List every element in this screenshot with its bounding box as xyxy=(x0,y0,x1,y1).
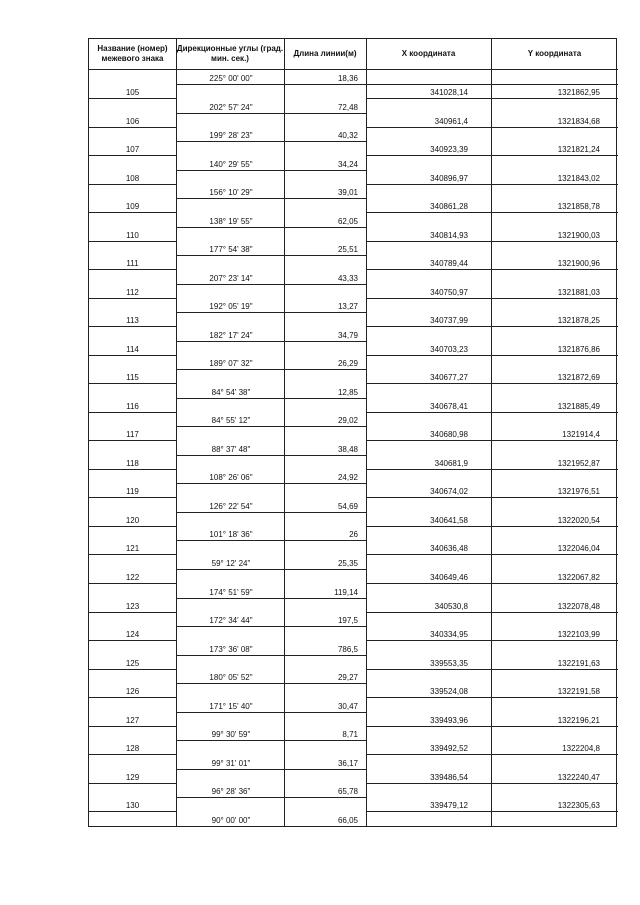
y-coordinate-cell: 1321900,03 xyxy=(557,230,600,240)
y-coordinate-cell: 1321878,25 xyxy=(557,316,600,326)
x-coordinate-cell: 340649,46 xyxy=(430,573,468,582)
line-length-cell: 39,01 xyxy=(337,188,358,198)
y-coordinate-cell: 1321914,4 xyxy=(562,430,600,440)
direction-angle-cell: 177° 54' 38" xyxy=(209,245,253,255)
direction-angle-cell: 202° 57' 24" xyxy=(209,102,253,112)
direction-angle-cell: 156° 10' 29" xyxy=(209,188,253,198)
point-name-cell: 105 xyxy=(125,88,140,97)
y-coordinate-cell: 1322204,8 xyxy=(562,744,600,754)
direction-angle-cell: 140° 29' 55" xyxy=(209,159,253,169)
direction-angle-cell: 59° 12' 24" xyxy=(211,559,251,568)
x-coordinate-cell: 340789,44 xyxy=(430,259,468,269)
line-length-cell: 62,05 xyxy=(337,216,358,226)
segment-row-divider xyxy=(176,284,366,285)
direction-angle-cell: 90° 00' 00" xyxy=(211,815,251,825)
segment-row-divider xyxy=(176,598,366,599)
segment-row-divider xyxy=(176,655,366,656)
y-coordinate-cell: 1321834,68 xyxy=(557,116,600,126)
x-coordinate-cell: 340750,97 xyxy=(430,287,468,297)
x-coordinate-cell: 339492,52 xyxy=(430,744,468,754)
direction-angle-cell: 174° 51' 59" xyxy=(209,587,253,597)
point-row-divider xyxy=(366,497,618,498)
x-coordinate-cell: 341028,14 xyxy=(430,88,468,97)
point-row-divider xyxy=(89,526,176,527)
direction-angle-cell: 108° 26' 06" xyxy=(209,473,253,483)
x-coordinate-cell: 340814,93 xyxy=(430,230,468,240)
point-row-divider xyxy=(89,298,176,299)
y-coordinate-cell: 1321952,87 xyxy=(557,458,600,468)
point-name-cell: 106 xyxy=(125,116,140,126)
point-name-cell: 115 xyxy=(126,373,139,383)
x-coordinate-cell: 340334,95 xyxy=(430,630,468,640)
header-line-length: Длина линии(м) xyxy=(293,49,357,59)
point-row-divider xyxy=(89,98,176,99)
direction-angle-cell: 182° 17' 24" xyxy=(209,330,253,340)
y-coordinate-cell: 1322020,54 xyxy=(557,515,600,525)
line-length-cell: 13,27 xyxy=(337,302,358,312)
point-name-cell: 119 xyxy=(126,487,139,497)
point-row-divider xyxy=(366,811,618,812)
x-coordinate-cell: 340703,23 xyxy=(430,344,468,354)
x-coordinate-cell: 340681,9 xyxy=(434,458,468,468)
point-row-divider xyxy=(366,669,618,670)
line-length-cell: 30,47 xyxy=(337,701,358,711)
point-name-cell: 121 xyxy=(125,544,140,554)
point-name-cell: 110 xyxy=(126,230,139,240)
point-row-divider xyxy=(89,554,176,555)
direction-angle-cell: 84° 54' 38" xyxy=(211,387,251,397)
point-row-divider xyxy=(366,583,618,584)
point-row-divider xyxy=(366,84,618,85)
x-coordinate-cell: 340896,97 xyxy=(430,173,468,183)
y-coordinate-cell: 1322196,21 xyxy=(557,715,600,725)
point-row-divider xyxy=(89,612,176,613)
point-name-cell: 117 xyxy=(126,430,139,440)
line-length-cell: 38,48 xyxy=(337,444,358,454)
boundary-coordinates-table xyxy=(88,38,617,827)
direction-angle-cell: 173° 36' 08" xyxy=(209,644,253,654)
point-name-cell: 122 xyxy=(125,573,140,582)
y-coordinate-cell: 1322078,48 xyxy=(557,601,600,611)
line-length-cell: 66,05 xyxy=(337,815,358,825)
point-row-divider xyxy=(89,811,176,812)
y-coordinate-cell: 1321885,49 xyxy=(557,401,600,411)
y-coordinate-cell: 1321821,24 xyxy=(557,145,600,155)
segment-row-divider xyxy=(176,797,366,798)
direction-angle-cell: 84° 55' 12" xyxy=(211,416,251,426)
line-length-cell: 29,02 xyxy=(337,416,358,426)
point-row-divider xyxy=(366,697,618,698)
y-coordinate-cell: 1322046,04 xyxy=(557,544,600,554)
point-name-cell: 125 xyxy=(125,658,140,668)
line-length-cell: 43,33 xyxy=(337,273,358,283)
segment-row-divider xyxy=(176,84,366,85)
point-row-divider xyxy=(89,726,176,727)
line-length-cell: 24,92 xyxy=(337,473,358,483)
point-row-divider xyxy=(89,127,176,128)
direction-angle-cell: 96° 28' 36" xyxy=(211,787,251,797)
point-name-cell: 123 xyxy=(125,601,140,611)
point-row-divider xyxy=(89,440,176,441)
point-name-cell: 127 xyxy=(125,715,140,725)
point-row-divider xyxy=(366,412,618,413)
segment-row-divider xyxy=(176,312,366,313)
point-row-divider xyxy=(366,355,618,356)
point-row-divider xyxy=(366,269,618,270)
y-coordinate-cell: 1321843,02 xyxy=(557,173,600,183)
direction-angle-cell: 189° 07' 32" xyxy=(209,359,253,369)
x-coordinate-cell: 340680,98 xyxy=(430,430,468,440)
segment-row-divider xyxy=(176,540,366,541)
direction-angle-cell: 101° 18' 36" xyxy=(209,530,253,540)
line-length-cell: 119,14 xyxy=(334,587,358,597)
y-coordinate-cell: 1321872,69 xyxy=(557,373,600,383)
y-coordinate-cell: 1321876,86 xyxy=(557,344,600,354)
line-length-cell: 786,5 xyxy=(337,644,358,654)
point-row-divider xyxy=(89,754,176,755)
segment-row-divider xyxy=(176,740,366,741)
point-row-divider xyxy=(366,212,618,213)
point-name-cell: 129 xyxy=(125,772,140,782)
x-coordinate-cell: 339524,08 xyxy=(430,687,468,697)
segment-row-divider xyxy=(176,769,366,770)
y-coordinate-cell: 1321976,51 xyxy=(557,487,600,497)
x-coordinate-cell: 339493,96 xyxy=(430,715,468,725)
point-row-divider xyxy=(366,783,618,784)
point-name-cell: 111 xyxy=(126,259,139,269)
point-row-divider xyxy=(366,754,618,755)
direction-angle-cell: 99° 31' 01" xyxy=(211,758,251,768)
x-coordinate-cell: 340678,41 xyxy=(430,401,468,411)
point-name-cell: 128 xyxy=(125,744,140,754)
line-length-cell: 26 xyxy=(349,530,358,540)
point-row-divider xyxy=(366,184,618,185)
segment-row-divider xyxy=(176,569,366,570)
point-row-divider xyxy=(89,326,176,327)
point-name-cell: 113 xyxy=(126,316,139,326)
x-coordinate-cell: 339553,35 xyxy=(430,658,468,668)
segment-row-divider xyxy=(176,170,366,171)
x-coordinate-cell: 340636,48 xyxy=(430,544,468,554)
point-row-divider xyxy=(89,697,176,698)
direction-angle-cell: 88° 37' 48" xyxy=(211,444,251,454)
x-coordinate-cell: 340923,39 xyxy=(430,145,468,155)
point-name-cell: 112 xyxy=(126,287,139,297)
point-row-divider xyxy=(366,155,618,156)
point-row-divider xyxy=(89,241,176,242)
segment-row-divider xyxy=(176,369,366,370)
segment-row-divider xyxy=(176,227,366,228)
direction-angle-cell: 172° 34' 44" xyxy=(209,616,253,626)
direction-angle-cell: 199° 28' 23" xyxy=(209,131,253,141)
point-name-cell: 120 xyxy=(125,515,140,525)
point-row-divider xyxy=(366,383,618,384)
point-row-divider xyxy=(366,469,618,470)
point-row-divider xyxy=(366,298,618,299)
line-length-cell: 36,17 xyxy=(337,758,358,768)
x-coordinate-cell: 339479,12 xyxy=(430,801,468,811)
point-row-divider xyxy=(89,783,176,784)
segment-row-divider xyxy=(176,141,366,142)
point-row-divider xyxy=(366,98,618,99)
segment-row-divider xyxy=(176,712,366,713)
point-row-divider xyxy=(89,212,176,213)
segment-row-divider xyxy=(176,455,366,456)
point-row-divider xyxy=(89,269,176,270)
segment-row-divider xyxy=(176,113,366,114)
point-row-divider xyxy=(89,184,176,185)
point-row-divider xyxy=(89,355,176,356)
point-row-divider xyxy=(89,469,176,470)
header-y-coordinate: Y координата xyxy=(527,49,582,59)
line-length-cell: 40,32 xyxy=(337,131,358,141)
segment-row-divider xyxy=(176,483,366,484)
segment-row-divider xyxy=(176,683,366,684)
x-coordinate-cell: 340737,99 xyxy=(430,316,468,326)
header-direction-angle: Дирекционные углы (град. мин. сек.) xyxy=(176,44,284,63)
y-coordinate-cell: 1322240,47 xyxy=(557,772,600,782)
direction-angle-cell: 99° 30' 59" xyxy=(211,730,251,740)
x-coordinate-cell: 340641,58 xyxy=(430,515,468,525)
point-name-cell: 107 xyxy=(125,145,140,155)
line-length-cell: 65,78 xyxy=(337,787,358,797)
direction-angle-cell: 126° 22' 54" xyxy=(209,501,253,511)
point-name-cell: 116 xyxy=(126,401,139,411)
point-row-divider xyxy=(366,612,618,613)
point-row-divider xyxy=(366,554,618,555)
x-coordinate-cell: 339486,54 xyxy=(430,772,468,782)
line-length-cell: 54,69 xyxy=(337,501,358,511)
point-row-divider xyxy=(366,640,618,641)
y-coordinate-cell: 1322067,82 xyxy=(557,573,600,582)
point-name-cell: 118 xyxy=(126,458,139,468)
point-row-divider xyxy=(89,640,176,641)
header-x-coordinate: X координата xyxy=(401,49,456,59)
y-coordinate-cell: 1321900,96 xyxy=(557,259,600,269)
direction-angle-cell: 180° 05' 52" xyxy=(209,673,253,683)
point-row-divider xyxy=(366,526,618,527)
point-row-divider xyxy=(89,383,176,384)
point-row-divider xyxy=(89,155,176,156)
line-length-cell: 197,5 xyxy=(337,616,358,626)
point-row-divider xyxy=(366,241,618,242)
point-row-divider xyxy=(366,726,618,727)
point-row-divider xyxy=(89,497,176,498)
line-length-cell: 34,79 xyxy=(337,330,358,340)
column-divider xyxy=(176,39,177,826)
y-coordinate-cell: 1322305,63 xyxy=(557,801,600,811)
y-coordinate-cell: 1321881,03 xyxy=(557,287,600,297)
y-coordinate-cell: 1322191,63 xyxy=(557,658,600,668)
x-coordinate-cell: 340530,8 xyxy=(434,601,468,611)
point-name-cell: 124 xyxy=(125,630,140,640)
point-name-cell: 126 xyxy=(125,687,140,697)
line-length-cell: 25,51 xyxy=(337,245,358,255)
point-row-divider xyxy=(366,326,618,327)
header-divider xyxy=(89,69,618,70)
point-name-cell: 108 xyxy=(125,173,140,183)
point-row-divider xyxy=(89,412,176,413)
line-length-cell: 18,36 xyxy=(337,74,358,83)
segment-row-divider xyxy=(176,398,366,399)
line-length-cell: 8,71 xyxy=(342,730,358,740)
direction-angle-cell: 192° 05' 19" xyxy=(209,302,253,312)
y-coordinate-cell: 1322191,58 xyxy=(557,687,600,697)
segment-row-divider xyxy=(176,512,366,513)
x-coordinate-cell: 340674,02 xyxy=(430,487,468,497)
segment-row-divider xyxy=(176,826,366,827)
point-row-divider xyxy=(366,440,618,441)
segment-row-divider xyxy=(176,341,366,342)
segment-row-divider xyxy=(176,626,366,627)
point-row-divider xyxy=(89,669,176,670)
direction-angle-cell: 138° 19' 55" xyxy=(209,216,253,226)
line-length-cell: 26,29 xyxy=(337,359,358,369)
point-row-divider xyxy=(366,127,618,128)
line-length-cell: 29,27 xyxy=(337,673,358,683)
line-length-cell: 12,85 xyxy=(337,387,358,397)
segment-row-divider xyxy=(176,426,366,427)
point-name-cell: 114 xyxy=(126,344,139,354)
segment-row-divider xyxy=(176,255,366,256)
x-coordinate-cell: 340961,4 xyxy=(434,116,468,126)
point-row-divider xyxy=(89,583,176,584)
direction-angle-cell: 207° 23' 14" xyxy=(209,273,253,283)
segment-row-divider xyxy=(176,198,366,199)
line-length-cell: 34,24 xyxy=(337,159,358,169)
x-coordinate-cell: 340677,27 xyxy=(430,373,468,383)
direction-angle-cell: 171° 15' 40" xyxy=(209,701,253,711)
line-length-cell: 25,35 xyxy=(337,559,358,568)
header-point-name: Название (номер) межевого знака xyxy=(97,44,168,63)
y-coordinate-cell: 1322103,99 xyxy=(557,630,600,640)
x-coordinate-cell: 340861,28 xyxy=(430,202,468,212)
y-coordinate-cell: 1321858,78 xyxy=(557,202,600,212)
direction-angle-cell: 225° 00' 00" xyxy=(209,74,253,83)
line-length-cell: 72,48 xyxy=(337,102,358,112)
point-name-cell: 130 xyxy=(125,801,140,811)
y-coordinate-cell: 1321862,95 xyxy=(557,88,600,97)
point-name-cell: 109 xyxy=(125,202,140,212)
